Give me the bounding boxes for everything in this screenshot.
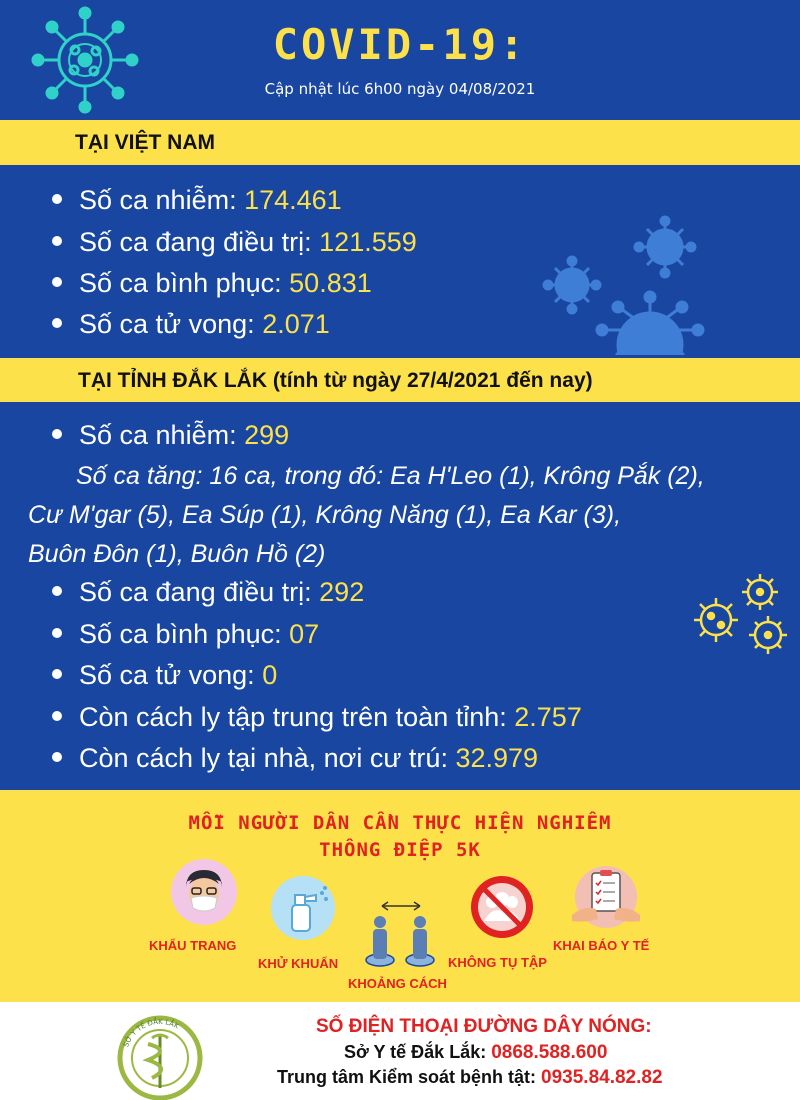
footer	[0, 1002, 800, 1100]
hotline-title: SỐ ĐIỆN THOẠI ĐƯỜNG DÂY NÓNG:	[316, 1016, 652, 1037]
virus-yellow-icon	[688, 570, 793, 665]
daklak-heading-band	[0, 358, 800, 402]
dl-increase-line-2: Cư M'gar (5), Ea Súp (1), Krông Năng (1), Ea Kar (3),	[28, 501, 622, 529]
vietnam-heading-band	[0, 120, 800, 165]
page-title: COVID-19:	[272, 20, 528, 69]
dl-quarantine-central: Còn cách ly tập trung trên toàn tỉnh: 2.757	[52, 702, 582, 733]
dl-increase-line-3: Buôn Đôn (1), Buôn Hồ (2)	[28, 540, 326, 568]
label-no-gathering: KHÔNG TỤ TẬP	[448, 955, 547, 970]
distance-icon	[362, 898, 442, 970]
daklak-heading: TẠI TỈNH ĐẮK LẮK (tính từ ngày 27/4/2021 đến nay)	[78, 369, 593, 392]
message-line-1: MỖI NGƯỜI DÂN CẦN THỰC HIỆN NGHIÊM	[188, 812, 612, 834]
daklak-section	[0, 402, 800, 790]
dl-infected: Số ca nhiễm: 299	[52, 420, 289, 451]
no-gathering-icon	[470, 875, 534, 939]
label-distance: KHOẢNG CÁCH	[348, 976, 447, 991]
department-logo	[112, 1010, 208, 1100]
label-health-declaration: KHAI BÁO Y TẾ	[553, 938, 650, 953]
hotline-cdc: Trung tâm Kiểm soát bệnh tật: 0935.84.82.82	[277, 1067, 663, 1088]
update-time: Cập nhật lúc 6h00 ngày 04/08/2021	[264, 80, 536, 98]
dl-deaths: Số ca tử vong: 0	[52, 660, 277, 691]
vn-deaths: Số ca tử vong: 2.071	[52, 309, 330, 340]
message-line-2: THÔNG ĐIỆP 5K	[319, 839, 481, 861]
hotline-department-number: 0868.588.600	[491, 1042, 608, 1063]
dl-recovered: Số ca bình phục: 07	[52, 619, 319, 650]
vn-treating: Số ca đang điều trị: 121.559	[52, 227, 417, 258]
logo-text: SỞ Y TẾ ĐẮK LẮK	[122, 1017, 181, 1049]
vn-recovered: Số ca bình phục: 50.831	[52, 268, 372, 299]
dl-increase-line-1: Số ca tăng: 16 ca, trong đó: Ea H'Leo (1), Krông Pắk (2),	[76, 462, 705, 490]
header	[0, 0, 800, 120]
hotline-department: Sở Y tế Đắk Lắk: 0868.588.600	[344, 1042, 608, 1063]
vietnam-section	[0, 165, 800, 358]
label-disinfect: KHỬ KHUẨN	[258, 956, 339, 971]
dl-quarantine-home: Còn cách ly tại nhà, nơi cư trú: 32.979	[52, 743, 538, 774]
hotline-cdc-number: 0935.84.82.82	[541, 1067, 663, 1088]
label-mask: KHẨU TRANG	[149, 938, 237, 953]
mask-icon	[170, 858, 238, 926]
vn-infected: Số ca nhiễm: 174.461	[52, 185, 342, 216]
five-k-section	[0, 790, 800, 1002]
virus-decoration-icon	[540, 215, 790, 355]
vietnam-heading: TẠI VIỆT NAM	[75, 131, 215, 154]
spray-icon	[270, 875, 336, 941]
dl-treating: Số ca đang điều trị: 292	[52, 577, 364, 608]
health-declaration-icon	[570, 865, 642, 929]
virus-icon	[30, 5, 140, 115]
